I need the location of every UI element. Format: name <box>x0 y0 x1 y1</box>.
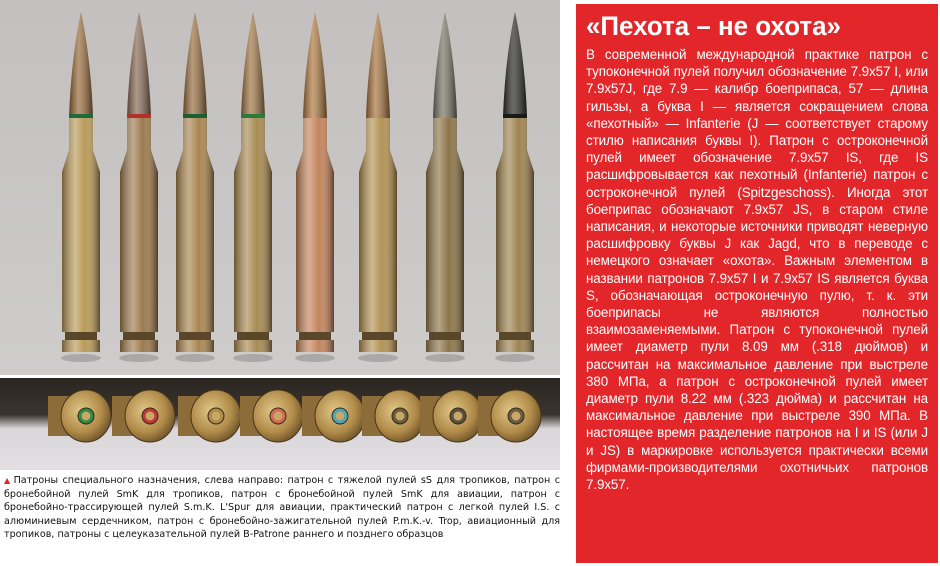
cartridge-1 <box>58 10 104 365</box>
cartridges-photo <box>0 0 560 375</box>
sidebar-body <box>586 46 928 493</box>
triangle-up-icon: ▲ <box>4 476 12 485</box>
cartridge-head-8 <box>478 382 544 458</box>
cartridge-head-6 <box>362 382 428 458</box>
cartridge-head-1 <box>48 382 114 458</box>
cartridge-8 <box>492 10 538 365</box>
cartridge-3 <box>172 10 218 365</box>
cartridge-head-2 <box>112 382 178 458</box>
sidebar-body-text: В современной международной практике патрон с тупоконечной пулей получил обозначение 7.9x57 I, или 7.9x57J, где 7.9 — калибр боеприпаса, 57 — длина гильзы, а буква I — является сокращением слова «пехотный» — Infanterie (J — соответствует старому стилю написания буквы I). Патрон с остроконечной пулей имеет обозначение 7.9x57 IS, где IS расшифровывается как пехотный (Infanterie) патрон с остроконечной пулей (Spitzgeschoss). Иногда этот боеприпас обозначают 7.9x57 JS, в старом стиле написания, и некоторые источники приводят неверную расшифровку буквы J как Jagd, что в переводе с немецкого означает «охота». Важным элементом в названии патронов 7.9x57 I и 7.9x57 IS является буква S, обозначающая остроконечную пулю, т. к. эти боеприпасы не являются полностью взаимозаменяемыми. Патрон с тупоконечной пулей имеет диаметр пули 8.09 мм (.318 дюймов) и рассчитан на максимальное давление при выстреле 380 МПа, а патрон с остроконечной пулей имеет диаметр пули 8.22 мм (.323 дюйма) и рассчитан на максимальное давление при выстреле 390 МПа. В настоящее время разделение патронов на I и IS (или J и JS) в маркировке используется практически всеми фирмами-производителями охотничьих патронов 7.9x57. <box>586 47 928 493</box>
cartridge-head-4 <box>240 382 306 458</box>
cartridge-head-5 <box>302 382 368 458</box>
cartridge-4 <box>230 10 276 365</box>
cartridge-heads-photo <box>0 378 560 470</box>
caption-text: Патроны специального назначения, слева направо: патрон с тяжелой пулей sS для тропиков, патрон с бронебойной пулей SmK для тропиков, патрон с бронебойной пулей SmK для авиации, патрон с бронебойно-трассирующей пулей S.m.K. L'Spur для авиации, практический патрон с легкой пулей I.S. с алюминиевым сердечником, патрон с бронебойно-зажигательной пулей P.m.K.-v. Trop, авиационный для тропиков, патроны с целеуказательной пулей B-Patrone раннего и позднего образцов <box>4 475 561 541</box>
cartridge-6 <box>355 10 401 365</box>
cartridge-7 <box>422 10 468 365</box>
cartridge-head-7 <box>420 382 486 458</box>
sidebar-article <box>576 4 938 563</box>
sidebar-title: «Пехота – не охота» <box>586 11 841 41</box>
cartridge-5 <box>292 10 338 365</box>
cartridge-2 <box>116 10 162 365</box>
photo-caption <box>4 474 560 564</box>
cartridge-head-3 <box>178 382 244 458</box>
